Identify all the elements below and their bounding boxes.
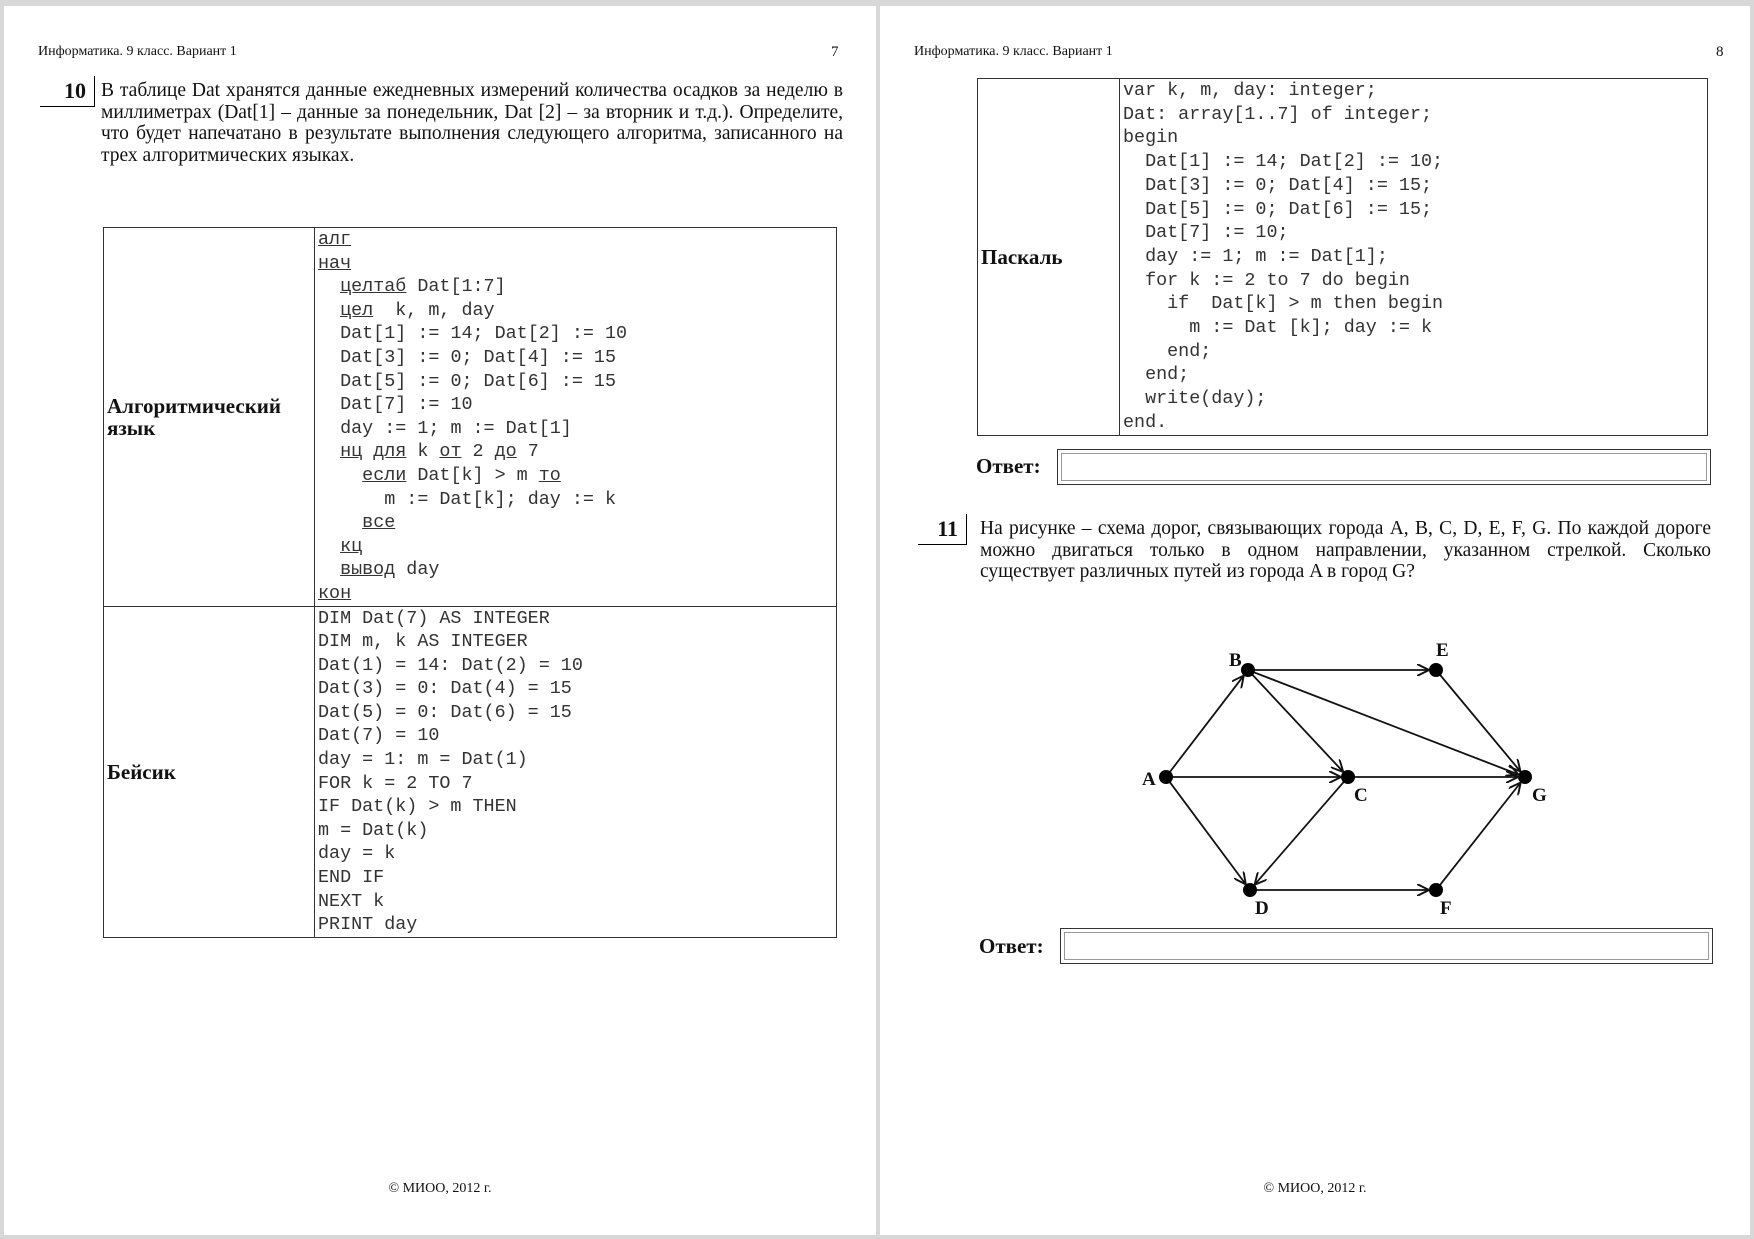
code-line: Dat[3] := 0; Dat[4] := 15 [340, 346, 616, 368]
code-line: end. [1123, 411, 1168, 433]
node-label-d: D [1255, 898, 1269, 919]
page-footer: © МИОО, 2012 г. [388, 1181, 492, 1196]
code-line: day := 1; m := Dat[1]; [1123, 245, 1388, 267]
code-line: кц [340, 535, 363, 557]
node-label-b: B [1229, 650, 1242, 671]
code-line: Dat(3) = 0: Dat(4) = 15 [318, 678, 572, 700]
code-line: Dat[5] := 0; Dat[6] := 15 [340, 370, 616, 392]
road-graph [880, 6, 1750, 1235]
edge-a-d [1170, 782, 1246, 885]
code-line: Dat: array[1..7] of integer; [1123, 103, 1433, 125]
page-header: Информатика. 9 класс. Вариант 1 [914, 44, 1113, 59]
code-line: все [362, 512, 396, 534]
answer-label: Ответ: [976, 454, 1041, 478]
question-number: 10 [40, 76, 95, 107]
basic-code [315, 606, 837, 937]
code-line: нач [318, 252, 352, 274]
code-line: нц для k от 2 до 7 [340, 441, 539, 463]
basic-row [104, 606, 837, 937]
node-label-e: E [1436, 640, 1449, 661]
graph-nodes [1142, 640, 1547, 919]
answer-label: Ответ: [979, 934, 1044, 958]
code-line: PRINT day [318, 914, 418, 936]
code-line: кон [318, 582, 352, 604]
code-line: end; [1123, 364, 1190, 386]
code-line: for k := 2 to 7 do begin [1123, 269, 1410, 291]
code-line: end; [1123, 340, 1212, 362]
algo-code [315, 228, 837, 607]
code-line: вывод day [340, 559, 440, 581]
edge-e-g [1440, 675, 1521, 772]
edge-a-b [1170, 676, 1244, 773]
code-line: Dat[5] := 0; Dat[6] := 15; [1123, 198, 1433, 220]
code-line: var k, m, day: integer; [1123, 80, 1377, 101]
code-line: Dat(1) = 14: Dat(2) = 10 [318, 654, 583, 676]
node-label-c: C [1354, 785, 1368, 806]
code-line: Dat(5) = 0: Dat(6) = 15 [318, 701, 572, 723]
language-label: Алгоритмический язык [104, 228, 315, 607]
node-d [1243, 883, 1257, 897]
node-label-f: F [1440, 898, 1452, 919]
code-line: begin [1123, 127, 1179, 149]
code-line: Dat[7] := 10; [1123, 222, 1289, 244]
code-line: day := 1; m := Dat[1] [340, 417, 572, 439]
node-b [1241, 663, 1255, 677]
code-line: DIM m, k AS INTEGER [318, 631, 528, 653]
question-text: В таблице Dat хранятся данные ежедневных измерений количества осадков за неделю в миллиметрах (Dat[1] – данные за понедельник, Dat [2] – за вторник и т.д.). Определите, что будет напечатано в результате выполнения следующего алгоритма, записанного на трех алгоритмических языках. [101, 80, 843, 166]
node-g [1518, 770, 1532, 784]
node-label-g: G [1532, 785, 1547, 806]
edge-f-g [1440, 782, 1521, 885]
node-f [1429, 883, 1443, 897]
edge-c-d [1255, 782, 1344, 885]
page-number: 8 [1716, 44, 1724, 60]
code-line: write(day); [1123, 388, 1267, 410]
algo-row [104, 228, 837, 607]
node-a [1159, 770, 1173, 784]
page-number: 7 [831, 44, 839, 60]
code-line: IF Dat(k) > m THEN [318, 796, 517, 818]
code-line: Dat[1] := 14; Dat[2] := 10; [1123, 151, 1444, 173]
code-line: FOR k = 2 TO 7 [318, 772, 473, 794]
code-line: END IF [318, 867, 385, 889]
page-left [4, 6, 876, 1235]
code-line: алг [318, 229, 352, 250]
language-label: Бейсик [104, 606, 315, 937]
code-table [103, 227, 837, 938]
code-line: day = 1: m = Dat(1) [318, 749, 528, 771]
code-line: Dat[7] := 10 [340, 394, 473, 416]
language-label: Паскаль [978, 79, 1120, 436]
code-line: если Dat[k] > m то [362, 464, 561, 486]
code-line: целтаб Dat[1:7] [340, 276, 506, 298]
code-line: m = Dat(k) [318, 819, 429, 841]
page-header: Информатика. 9 класс. Вариант 1 [38, 44, 237, 59]
edge-b-g [1254, 672, 1519, 774]
question-number: 11 [918, 514, 967, 545]
code-line: m := Dat [k]; day := k [1123, 317, 1433, 339]
page-right [880, 6, 1750, 1235]
node-label-a: A [1142, 769, 1156, 790]
code-line: day = k [318, 843, 396, 865]
code-line: NEXT k [318, 890, 385, 912]
node-e [1429, 663, 1443, 677]
node-c [1341, 770, 1355, 784]
answer-field[interactable] [1060, 928, 1713, 964]
code-line: Dat[1] := 14; Dat[2] := 10 [340, 323, 628, 345]
question-text: На рисунке – схема дорог, связывающих города A, B, C, D, E, F, G. По каждой дороге можно двигаться только в одном направлении, указанном стрелкой. Сколько существует различных путей из города A в город G? [980, 518, 1711, 582]
code-line: Dat[3] := 0; Dat[4] := 15; [1123, 174, 1433, 196]
code-line: цел k, m, day [340, 299, 495, 321]
code-line: m := Dat[k]; day := k [384, 488, 616, 510]
code-line: DIM Dat(7) AS INTEGER [318, 607, 550, 629]
page-footer: © МИОО, 2012 г. [1263, 1181, 1367, 1196]
code-line: Dat(7) = 10 [318, 725, 440, 747]
code-line: if Dat[k] > m then begin [1123, 293, 1444, 315]
